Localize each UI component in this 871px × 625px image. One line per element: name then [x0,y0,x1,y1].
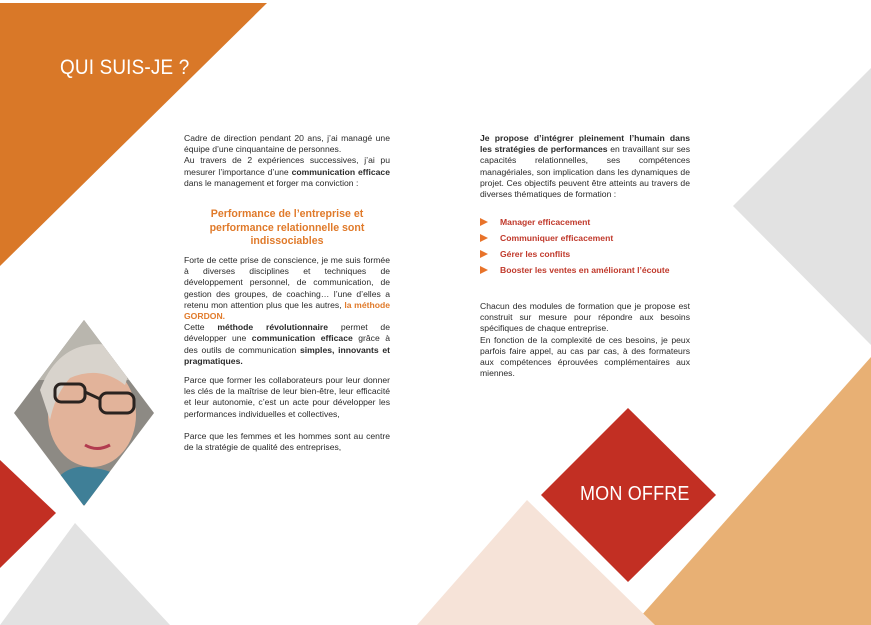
page-title-qui-suis-je: QUI SUIS-JE ? [60,56,190,79]
intro-text [184,133,390,189]
training-topics-list [480,214,700,278]
body-paragraph-1: Forte de cette prise de conscience, je me suis formée à diverses disciplines et techniques de développement personnel, de communication, de gestion des groupes, de coaching… l’une d’elles a retenu mon attention plus que les autres, la méthode GORDON. [184,255,390,322]
closing-text-left [184,375,390,453]
left-red-triangle [0,460,56,568]
list-item-ventes: Booster les ventes en améliorant l’écoute [480,262,700,278]
intro-paragraph-1: Cadre de direction pendant 20 ans, j’ai managé une équipe d’une cinquantaine de personnes. [184,133,390,155]
offer-intro-bold: Je propose d’intégrer pleinement l’humain dans les stratégies de performances [480,133,690,155]
list-item-conflits: Gérer les conflits [480,246,700,262]
offer-closing-paragraph-2: En fonction de la complexité de ces besoins, je peux parfois faire appel, au cas par cas, à des formateurs aux compétences éprouvées complémentaires aux miennes. [480,334,690,379]
offer-intro [480,133,690,200]
closing-paragraph-2: Parce que les femmes et les hommes sont au centre de la stratégie de qualité des entreprises, [184,430,390,453]
list-item-communiquer: Communiquer efficacement [480,230,700,246]
gordon-method-link: la méthode GORDON. [184,299,390,322]
list-item-manager: Manager efficacement [480,214,700,230]
key-quote: Performance de l’entreprise et performance relationnelle sont indissociables [209,208,365,247]
body-text [184,255,390,367]
intro-paragraph-2: Au travers de 2 expériences successives, j’ai pu mesurer l’importance d’une communication efficace dans le management et forger ma conviction : [184,155,390,188]
arrow-right-icon [480,234,488,242]
arrow-right-icon [480,250,488,258]
offer-closing [480,301,690,379]
offer-intro-rest: en travaillant sur ses capacités relationnelles, ses compétences managériales, son implication dans les dynamiques de projet. Ces objectifs peuvent être atteints au travers de diverses thématiques de formation : [480,144,690,200]
arrow-right-icon [480,266,488,274]
right-gray-shape [733,68,871,345]
closing-paragraph-1: Parce que former les collaborateurs pour leur donner les clés de la maîtrise de leur bien-être, leur efficacité et leur autonomie, c’est un acte pour développer les performances individuelles et collectives, [184,375,390,419]
mon-offre-label: MON OFFRE [580,483,690,505]
offer-closing-paragraph-1: Chacun des modules de formation que je propose est construit sur mesure pour répondre aux besoins spécifiques de chaque entreprise. [480,301,690,334]
portrait-photo [0,320,160,510]
body-paragraph-2: Cette méthode révolutionnaire permet de développer une communication efficace grâce à des outils de communication simples, innovants et pragmatiques. [184,322,390,366]
arrow-right-icon [480,218,488,226]
